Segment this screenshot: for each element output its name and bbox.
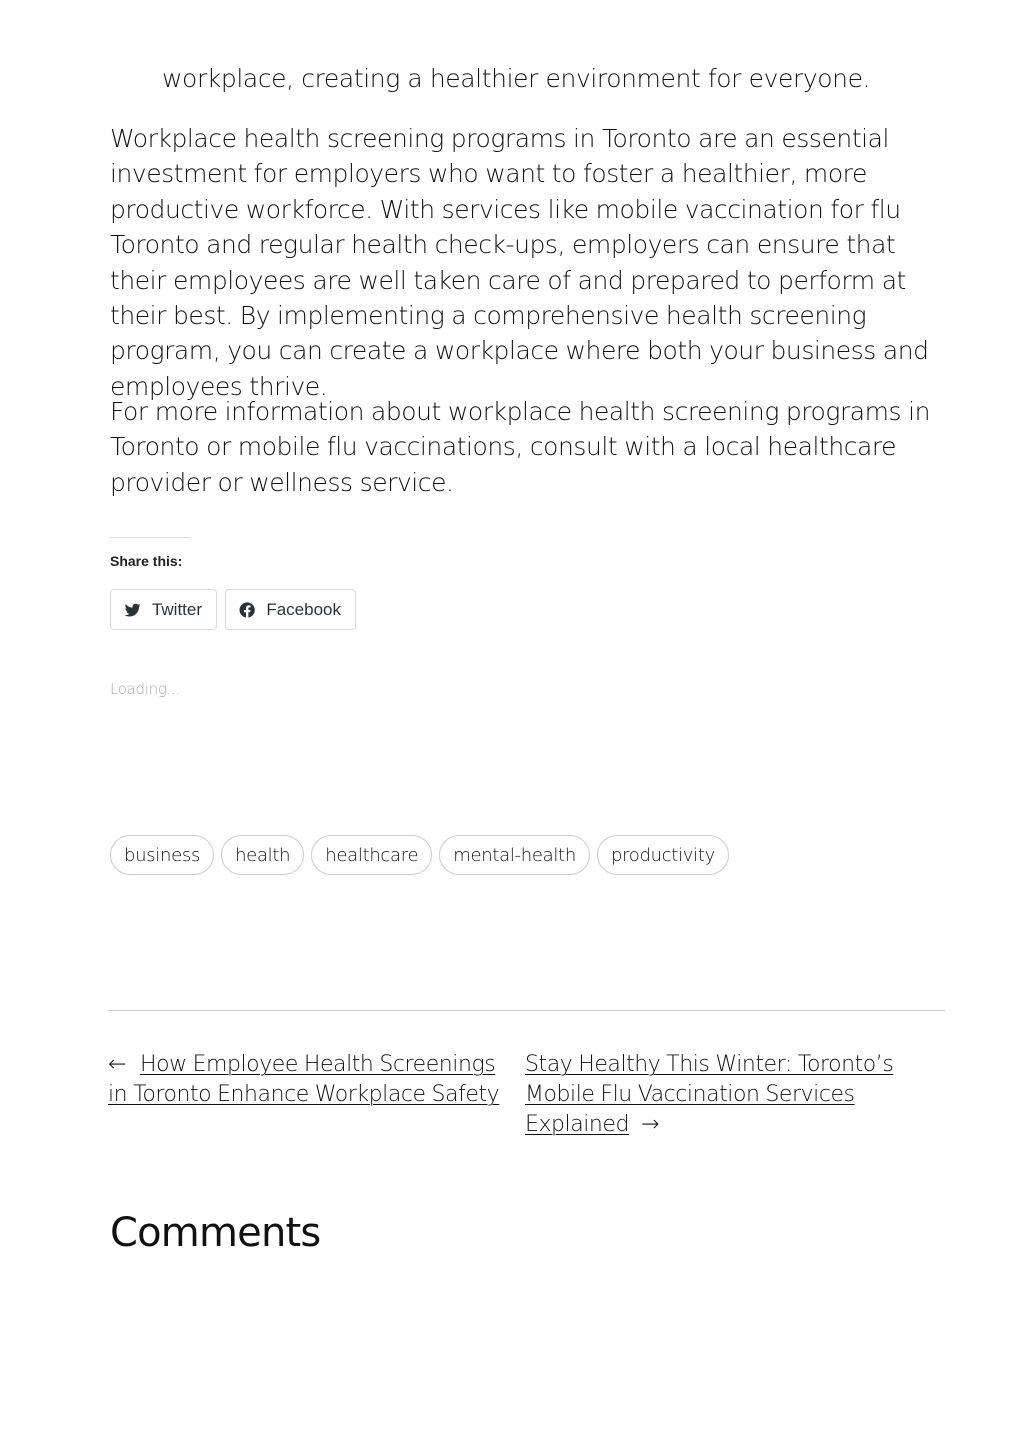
next-post-nav	[525, 1050, 945, 1140]
list-item-continuation: workplace, creating a healthier environment for everyone.	[162, 64, 871, 93]
tag-link[interactable]: mental-health	[439, 835, 590, 875]
share-buttons	[110, 589, 356, 630]
arrow-right-icon: →	[640, 1112, 659, 1137]
share-twitter-label: Twitter	[151, 599, 202, 619]
arrow-left-icon: ←	[108, 1052, 126, 1077]
share-facebook-button[interactable]	[225, 589, 356, 630]
post-navigation-divider	[108, 1010, 945, 1011]
article-paragraph: For more information about workplace health screening programs in Toronto or mobile flu vaccinations, consult with a local healthcare provider or wellness service.	[110, 397, 931, 497]
comments-heading: Comments	[110, 1210, 321, 1256]
previous-post-link[interactable]: How Employee Health Screenings in Toronto Enhance Workplace Safety	[108, 1052, 500, 1107]
next-post-link[interactable]: Stay Healthy This Winter: Toronto’s Mobile Flu Vaccination Services Explained	[525, 1052, 894, 1137]
share-divider	[110, 537, 191, 538]
tag-link[interactable]: productivity	[597, 835, 729, 875]
twitter-icon	[123, 600, 142, 620]
facebook-icon	[238, 600, 256, 620]
share-twitter-button[interactable]	[110, 589, 217, 630]
likes-loading-text: Loading...	[110, 680, 180, 698]
tag-link[interactable]: health	[221, 835, 304, 875]
tag-link[interactable]: business	[110, 835, 214, 875]
post-tags	[110, 835, 729, 875]
share-heading: Share this:	[110, 553, 183, 569]
tag-link[interactable]: healthcare	[311, 835, 432, 875]
previous-post-nav	[108, 1050, 503, 1110]
article-paragraph: Workplace health screening programs in Toronto are an essential investment for employers who want to foster a healthier, more productive workforce. With services like mobile vaccination for flu Toronto and regular health check-ups, employers can ensure that their employees are well taken care of and prepared to perform at their best. By implementing a comprehensive health screening program, you can create a workplace where both your business and employees thrive.	[110, 124, 929, 401]
share-facebook-label: Facebook	[266, 599, 341, 619]
